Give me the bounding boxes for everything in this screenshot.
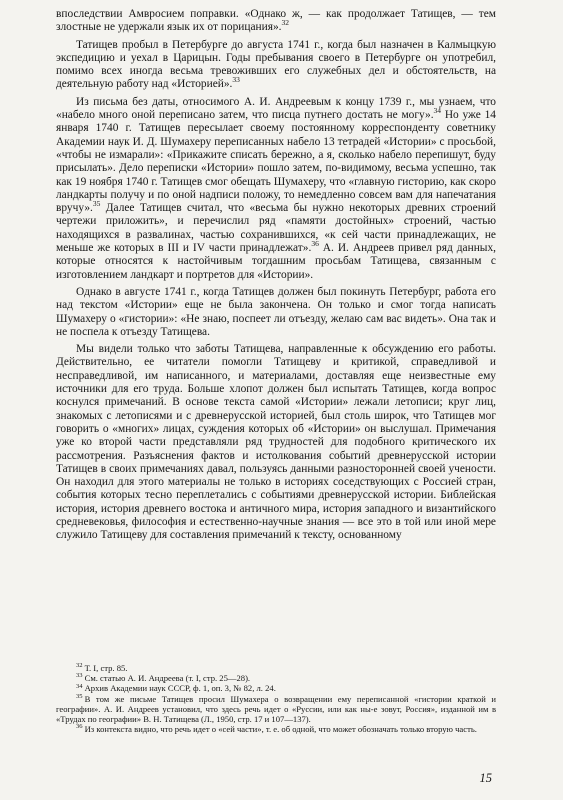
- footnote-ref: 32: [281, 18, 290, 28]
- paragraph-2: [56, 39, 496, 92]
- page: [56, 8, 496, 792]
- footnote-number: 34: [76, 682, 83, 690]
- footnote-number: 33: [76, 672, 83, 680]
- footnote-34: [56, 683, 496, 693]
- paragraph-1: [56, 8, 496, 35]
- footnote-ref: 35: [92, 199, 101, 209]
- paragraph-5: [56, 343, 496, 542]
- page-number: 15: [479, 771, 492, 785]
- footnote-35: [56, 694, 496, 725]
- footnote-36: [56, 724, 496, 734]
- footnote-33: [56, 673, 496, 683]
- footnote-32: [56, 663, 496, 673]
- footnote-text: Архив Академии наук СССР, ф. 1, оп. 3, № 82, л. 24.: [84, 683, 276, 694]
- footnotes: [56, 663, 496, 734]
- footnote-number: 36: [76, 723, 83, 731]
- paragraph-4: [56, 286, 496, 339]
- paragraph-text: Далее Татищев считал, что «весьма бы нужно некоторых древних строений чертежи приложить», и перечислил ряд «памяти достойных» строений, частью находящихся в развалинах, частью сохранившихся, «к сей части принадлежащих, не меньше же которых в III и IV части принадлежат».: [56, 202, 496, 255]
- footnote-text: См. статью А. И. Андреева (т. I, стр. 25—28).: [84, 673, 251, 684]
- footnote-ref: 34: [433, 106, 442, 116]
- main-text: [56, 8, 496, 543]
- footnote-number: 35: [76, 692, 83, 700]
- paragraph-text: впоследствии Амвросием поправки. «Однако ж, — как продолжает Татищев, — тем злостные не удержали язык их от порицания».: [56, 8, 496, 34]
- paragraph-text: Мы видели только что заботы Татищева, направленные к обсуждению его работы. Действительно, ее читатели помогли Татищеву и критикой, справедливой и несправедливой, им написанного, и материалами, доставляя еще неизвестные ему источники для его труда. Больше хлопот должен был испытать Татищев, когда вопрос коснулся примечаний. В основе текста самой «Истории» лежали летописи; круг лиц, знакомых с летописями и с древнерусской историей, был столь широк, что Татищев мог говорить о «многих» лицах, суждения которых об «Истории» он выслушал. Примечания уже ко второй части представляли ряд трудностей для подобного критического их рассмотрения. Разъяснения фактов и истолкования событий древнерусской истории Татищев в своих примечаниях давал, пользуясь данными разносторонней своей учености. Он находил для этого материалы не только в историях соседствующих с Россией стран, события которых тесно переплетались с событиями древнерусской истории. Библейская история, история древнего востока и античного мира, история западного и византийского средневековья, философия и естественно-научные знания — все это в той или иной мере служило Татищеву для составления примечаний к тексту, основанному: [56, 343, 496, 542]
- paragraph-text: А. И. Андреев привел ряд данных, которые относятся к настойчивым тогдашним просьбам Татищева, связанным с изготовлением ландкарт и портретов для «Истории».: [56, 242, 496, 281]
- paragraph-text: Однако в августе 1741 г., когда Татищев должен был покинуть Петербург, работа его над текстом «Истории» еще не была закончена. Он только и смог тогда написать Шумахеру о «гистории»: «Не знаю, поспеет ли отъезду, желаю сам вас видеть». Она так и не поспела к отъезду Татищева.: [56, 285, 496, 338]
- footnote-text: Из контекста видно, что речь идет о «сей части», т. е. об одной, что может обозначать только вторую часть.: [84, 724, 477, 735]
- footnote-ref: 33: [232, 75, 240, 85]
- footnote-text: Т. I, стр. 85.: [84, 663, 128, 673]
- paragraph-text: Из письма без даты, относимого А. И. Андреевым к концу 1739 г., мы узнаем, что «набело много оной переписано затем, что писца путнего достать не могу».: [56, 95, 496, 122]
- footnote-ref: 36: [311, 239, 319, 249]
- paragraph-3: [56, 96, 496, 282]
- paragraph-text: Но уже 14 января 1740 г. Татищев пересылает своему постоянному корреспонденту советнику Академии наук И. Д. Шумахеру переписанных набело 13 тетрадей «Истории» с просьбой, «чтобы не измарали»: «Прикажите списать бережно, а я, сколько набело перепишут, буду присылать». Дело переписки «Истории» пошло затем, по-видимому, весьма успешно, так как 19 ноября 1740 г. Татищев смог обещать Шумахеру, что «главную гисторию, как скоро ландкарты получу и по оной надписи положу, то немедленно совсем вам для напечатания вручу».: [56, 109, 496, 215]
- footnote-number: 32: [76, 662, 83, 670]
- paragraph-text: Татищев пробыл в Петербурге до августа 1741 г., когда был назначен в Калмыцкую экспедицию и уехал в Царицын. Годы пребывания своего в Петербурге он употребил, помимо всех иногда весьма тревоживших его служебных дел и обстоятельств, на деятельную работу над «Историей».: [56, 38, 496, 91]
- footnote-text: В том же письме Татищев просил Шумахера о возвращении ему переписанной «гистории краткой и географии». А. И. Андреев установил, что здесь речь идет о «Руссии, или как ны-е зовут, Россия», изданной им в «Трудах по географии» В. Н. Татищева (Л., 1950, стр. 17 и 107—137).: [56, 693, 496, 725]
